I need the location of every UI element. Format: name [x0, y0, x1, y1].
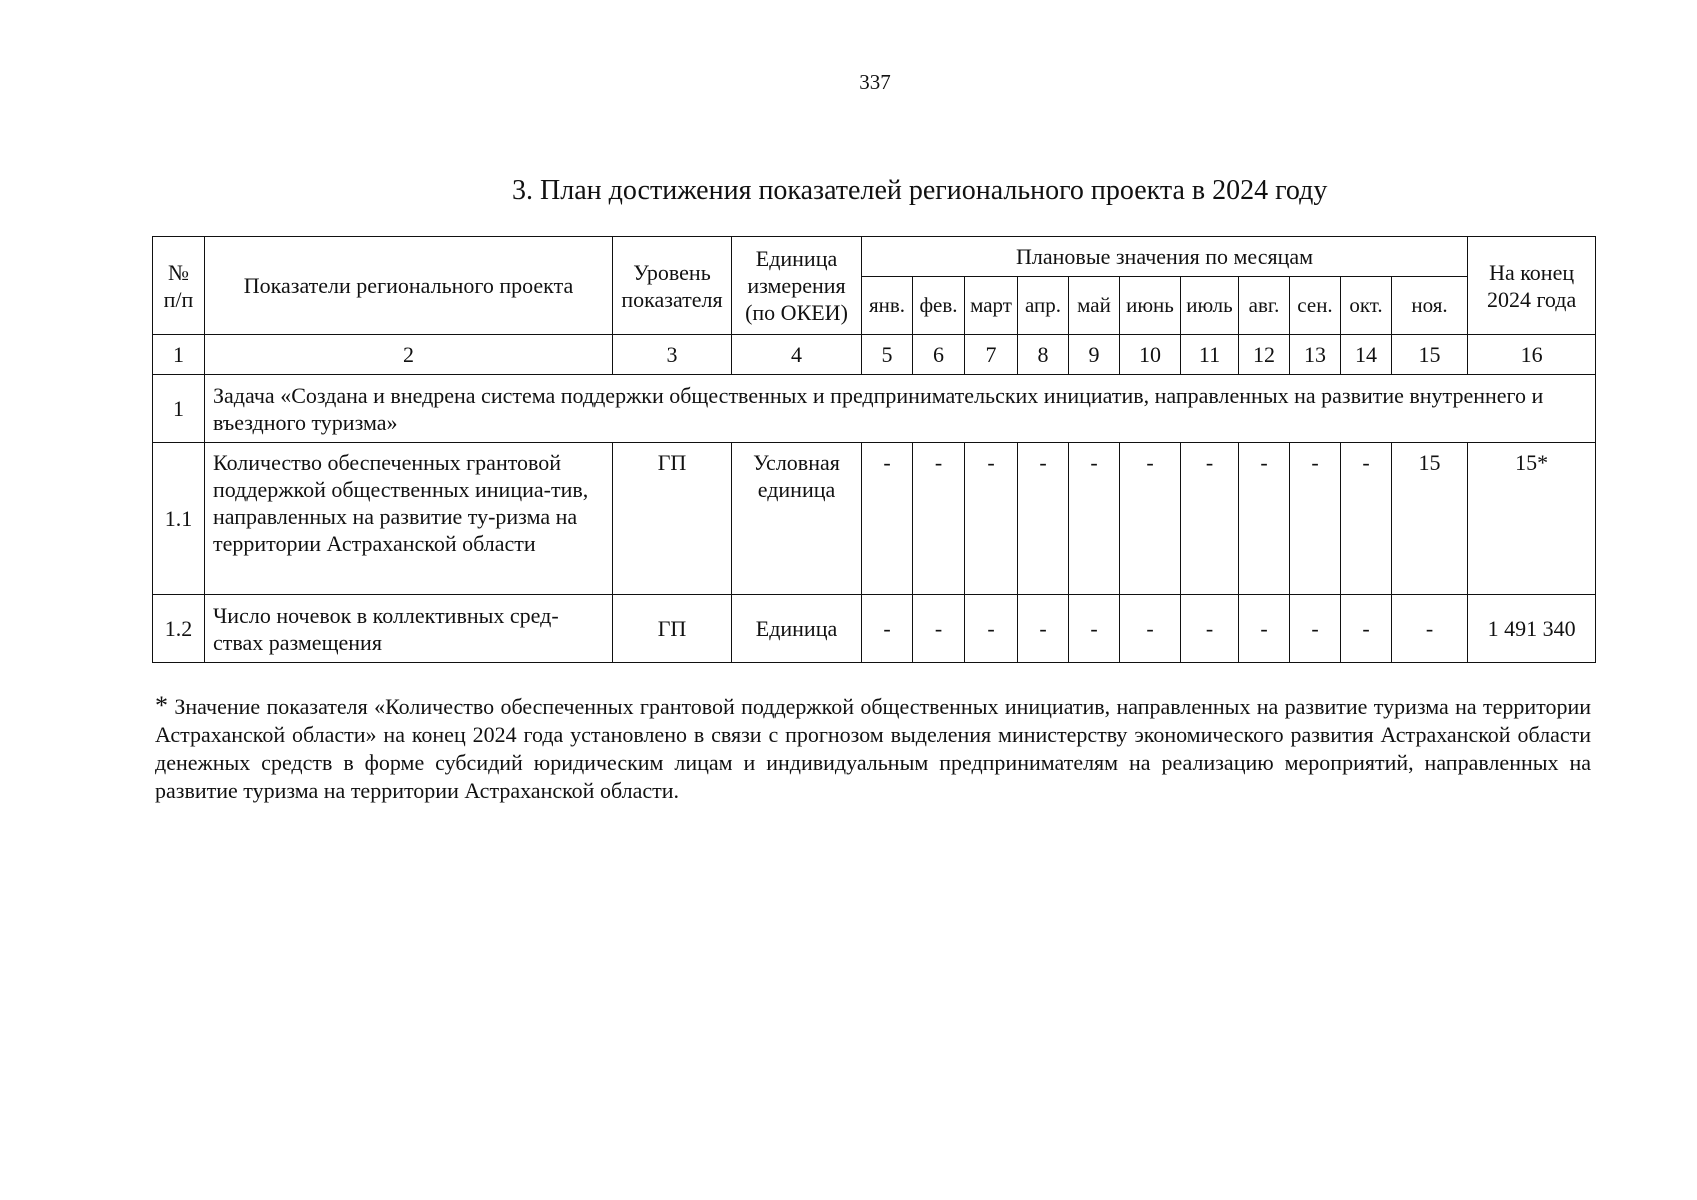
header-month: июль [1181, 277, 1239, 335]
task-text: Задача «Создана и внедрена система поддержки общественных и предпринимательских инициатив, направленных на развитие внутреннего и въездного туризма» [205, 375, 1596, 443]
header-month: окт. [1341, 277, 1392, 335]
column-number: 2 [205, 335, 613, 375]
row-num: 1.1 [153, 443, 205, 595]
header-month: ноя. [1392, 277, 1468, 335]
row-unit: Единица [732, 595, 862, 663]
row-month-value: - [1239, 443, 1290, 595]
row-month-value: 15 [1392, 443, 1468, 595]
indicators-table [152, 236, 1596, 663]
row-month-value: - [1290, 595, 1341, 663]
footnote-text: Значение показателя «Количество обеспеченных грантовой поддержкой общественных инициатив, направленных на развитие туризма на территории Астраханской области» на конец 2024 года установлено в связи с прогнозом выделения министерству экономического развития Астраханской области денежных средств в форме субсидий юридическим лицам и индивидуальным предпринимателям на реализацию мероприятий, направленных на развитие туризма на территории Астраханской области. [155, 694, 1592, 803]
header-monthly: Плановые значения по месяцам [862, 237, 1468, 277]
header-month: апр. [1018, 277, 1069, 335]
row-num: 1.2 [153, 595, 205, 663]
footnote [155, 692, 1591, 805]
table-row [153, 595, 1596, 663]
header-month: сен. [1290, 277, 1341, 335]
column-number: 7 [965, 335, 1018, 375]
row-month-value: - [1181, 443, 1239, 595]
page-number: 337 [859, 70, 891, 94]
column-number: 4 [732, 335, 862, 375]
row-month-value: - [965, 595, 1018, 663]
column-number: 3 [613, 335, 732, 375]
section-title: 3. План достижения показателей регионального проекта в 2024 году [512, 175, 1328, 206]
row-month-value: - [1392, 595, 1468, 663]
column-number: 12 [1239, 335, 1290, 375]
row-unit: Условная единица [732, 443, 862, 595]
table-row [153, 443, 1596, 595]
header-month: март [965, 277, 1018, 335]
row-month-value: - [862, 443, 913, 595]
column-number: 6 [913, 335, 965, 375]
row-month-value: - [1181, 595, 1239, 663]
row-month-value: - [1341, 443, 1392, 595]
header-month: май [1069, 277, 1120, 335]
row-end-of-year: 15* [1468, 443, 1596, 595]
header-unit: Единица измерения (по ОКЕИ) [732, 237, 862, 335]
header-level: Уровень показателя [613, 237, 732, 335]
header-month: авг. [1239, 277, 1290, 335]
row-month-value: - [1120, 595, 1181, 663]
header-indicator: Показатели регионального проекта [205, 237, 613, 335]
row-month-value: - [1239, 595, 1290, 663]
task-num: 1 [153, 375, 205, 443]
row-indicator: Число ночевок в коллективных сред-ствах размещения [205, 595, 613, 663]
row-month-value: - [1069, 443, 1120, 595]
row-month-value: - [1120, 443, 1181, 595]
header-end-of-year: На конец 2024 года [1468, 237, 1596, 335]
row-level: ГП [613, 443, 732, 595]
row-month-value: - [1290, 443, 1341, 595]
header-row [153, 237, 1596, 277]
header-month: фев. [913, 277, 965, 335]
row-month-value: - [1018, 595, 1069, 663]
row-level: ГП [613, 595, 732, 663]
column-number: 9 [1069, 335, 1120, 375]
header-month: янв. [862, 277, 913, 335]
column-number: 10 [1120, 335, 1181, 375]
column-number: 8 [1018, 335, 1069, 375]
row-month-value: - [1341, 595, 1392, 663]
row-end-of-year: 1 491 340 [1468, 595, 1596, 663]
column-number: 14 [1341, 335, 1392, 375]
row-month-value: - [862, 595, 913, 663]
header-num: № п/п [153, 237, 205, 335]
row-month-value: - [965, 443, 1018, 595]
row-month-value: - [913, 443, 965, 595]
column-number: 16 [1468, 335, 1596, 375]
column-number: 15 [1392, 335, 1468, 375]
footnote-marker: * [155, 691, 168, 720]
header-month: июнь [1120, 277, 1181, 335]
row-month-value: - [1018, 443, 1069, 595]
column-number: 11 [1181, 335, 1239, 375]
column-number: 5 [862, 335, 913, 375]
column-numbers-row [153, 335, 1596, 375]
row-month-value: - [1069, 595, 1120, 663]
row-month-value: - [913, 595, 965, 663]
row-indicator: Количество обеспеченных грантовой поддержкой общественных инициа-тив, направленных на развитие ту-ризма на территории Астраханской области [205, 443, 613, 595]
task-row [153, 375, 1596, 443]
column-number: 13 [1290, 335, 1341, 375]
column-number: 1 [153, 335, 205, 375]
